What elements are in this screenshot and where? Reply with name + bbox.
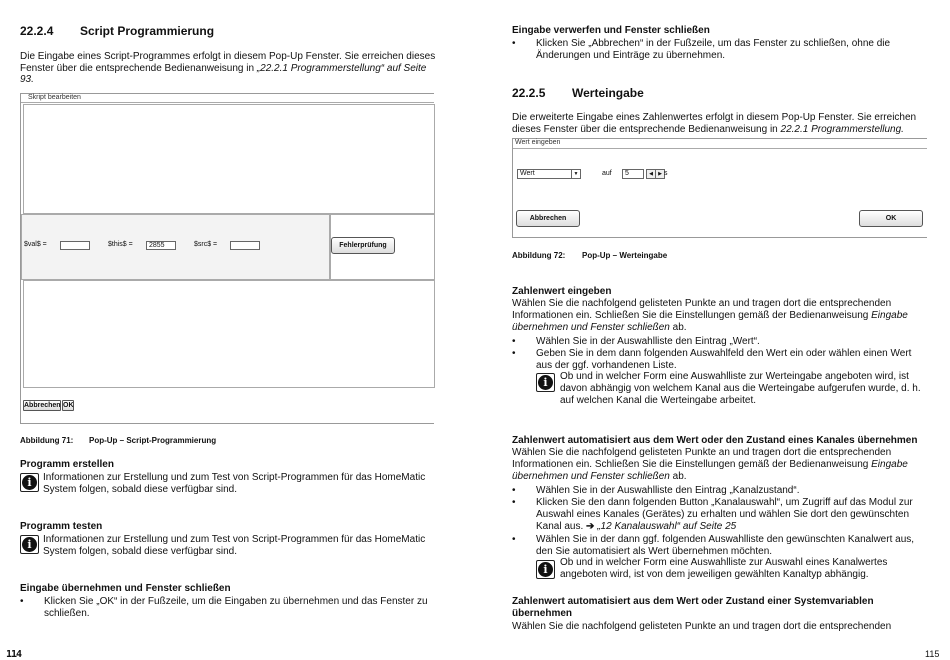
this-label: $this$ = [108,241,133,248]
info-icon: i [20,473,39,492]
intro-text: dieses Fenster über die entsprechende Bedienanweisung in [512,124,781,135]
section-title: Script Programmierung [80,24,215,38]
intro-reference: „22.2.1 Programmerstellung“ auf Seite [256,63,427,74]
section-number: 22.2.5 [512,86,546,100]
heading-programm-testen: Programm testen [20,521,103,532]
script-window [20,93,434,424]
bullet-icon: • [512,485,516,496]
decrement-icon[interactable]: ◀ [646,169,656,179]
note-line: angeboten wird, ist von dem jeweiligen gewählten Kanaltyp abhängig. [560,569,869,580]
list-item [512,348,932,372]
heading-zahlenwert-kanal: Zahlenwert automatisiert aus dem Wert oder den Zustand eines Kanales übernehmen [512,435,918,446]
variables-panel [21,214,330,280]
value-window [512,138,927,238]
intro-line: Die erweiterte Eingabe eines Zahlenwertes erfolgt in diesem Pop-Up Fenster. Sie erreichen [512,112,917,123]
auf-label: auf [602,170,612,177]
note-line: davon abhängig von welchem Kanal aus die Werteingabe aufgerufen wurde, d. h. [560,383,921,394]
list-text: Änderungen und Einträge zu übernehmen. [536,50,726,61]
val-input[interactable] [60,241,90,250]
bullet-icon: • [512,38,516,49]
list-text: Klicken Sie „Abbrechen“ in der Fußzeile, um das Fenster zu schließen, ohne die [536,38,891,49]
list-text: Wählen Sie in der dann ggf. folgenden Auswahlliste den gewünschten Kanalwert aus, [536,534,915,545]
check-panel [330,214,435,280]
figure-caption-number: Abbildung 72: [512,251,566,260]
list-text: Klicken Sie den dann folgenden Button „Kanalauswahl“, um Zugriff auf das Modul zur [536,497,913,508]
page-number: 115 [925,649,940,659]
value-input[interactable]: 5 [622,169,644,179]
list-item [512,485,932,497]
note-line: auf welchen Kanal die Werteingabe arbeitet. [560,395,757,406]
paragraph-line: Wählen Sie die nachfolgend gelisteten Punkte an und tragen dort die entsprechenden [512,621,892,632]
list-text: Geben Sie in dem dann folgenden Auswahlfeld den Wert ein oder wählen einen Wert [536,348,912,359]
select-value: Wert [520,170,535,177]
this-input[interactable]: 2855 [146,241,176,250]
info-icon: i [536,373,555,392]
error-check-button[interactable]: Fehlerprüfung [331,237,395,254]
paragraph-line: Informationen ein. Schließen Sie die Einstellungen gemäß der Bedienanweisung Eingabe [512,310,908,321]
paragraph-line: System folgen, sobald diese verfügbar sind. [43,546,237,557]
info-icon: i [20,535,39,554]
bullet-icon: • [20,596,24,607]
bullet-icon: • [512,534,516,545]
src-input[interactable] [230,241,260,250]
bullet-icon: • [512,348,516,359]
intro-reference: 93. [20,74,34,85]
value-type-select[interactable] [517,169,581,179]
paragraph-line: Informationen ein. Schließen Sie die Einstellungen gemäß der Bedienanweisung Eingabe [512,459,908,470]
paragraph-line: Wählen Sie die nachfolgend gelisteten Punkte an und tragen dort die entsprechenden [512,447,892,458]
note-line: Ob und in welcher Form eine Auswahlliste zur Auswahl eines Kanalwertes [560,557,888,568]
info-icon: i [536,560,555,579]
arrow-right-icon: ➔ [586,521,595,532]
figure-caption-number: Abbildung 71: [20,436,74,445]
heading-zahlenwert-systemvariable: übernehmen [512,608,573,619]
list-text: Auswahl eines Kanales (Gerätes) zu erhalten und wählen Sie dort den gewünschten [536,509,910,520]
paragraph-line: übernehmen und Fenster schließen ab. [512,471,687,482]
cancel-button[interactable]: Abbrechen [24,402,61,409]
list-text: Wählen Sie in der Auswahlliste den Eintrag „Kanalzustand“. [536,485,800,496]
bullet-icon: • [512,336,516,347]
note-line: Ob und in welcher Form eine Auswahlliste zur Werteingabe angeboten wird, ist [560,371,909,382]
paragraph-line: Wählen Sie die nachfolgend gelisteten Punkte an und tragen dort die entsprechenden [512,298,892,309]
intro-reference: 22.2.1 Programmerstellung. [780,124,904,135]
unit-label: s [664,170,668,177]
list-text: den Sie automatisiert als Wert übernehmen möchten. [536,546,773,557]
list-text: aus der ggf. vorhandenen Liste. [536,360,677,371]
increment-icon[interactable]: ▶ [655,169,665,179]
list-item [20,596,440,622]
intro-line: Die Eingabe eines Script-Programmes erfolgt in diesem Pop-Up Fenster. Sie erreichen dieses [20,51,436,62]
list-item [512,38,932,64]
heading-programm-erstellen: Programm erstellen [20,459,114,470]
list-text: Wählen Sie in der Auswahlliste den Eintrag „Wert“. [536,336,760,347]
chevron-down-icon[interactable]: ▼ [571,170,580,178]
list-item [512,497,932,533]
heading-eingabe-verwerfen: Eingabe verwerfen und Fenster schließen [512,25,710,36]
section-title: Werteingabe [572,86,644,100]
list-item [512,336,932,348]
figure-caption: Pop-Up – Werteingabe [582,251,668,260]
cancel-button[interactable]: Abbrechen [516,210,580,227]
list-text: Klicken Sie „OK“ in der Fußzeile, um die Eingaben zu übernehmen und das Fenster zu [44,596,428,607]
intro-text: Fenster über die entsprechende Bedienanweisung in [20,63,257,74]
list-text: schließen. [44,608,90,619]
heading-zahlenwert-systemvariable: Zahlenwert automatisiert aus dem Wert oder Zustand einer Systemvariablen [512,596,874,607]
src-label: $src$ = [194,241,218,248]
paragraph-line: Informationen zur Erstellung und zum Test von Script-Programmen für das HomeMatic [43,472,426,483]
heading-zahlenwert-eingeben: Zahlenwert eingeben [512,286,612,297]
paragraph-line: Informationen zur Erstellung und zum Test von Script-Programmen für das HomeMatic [43,534,426,545]
ok-button[interactable]: OK [63,402,74,409]
intro-line [512,124,904,136]
paragraph-line: übernehmen und Fenster schließen ab. [512,322,687,333]
bullet-icon: • [512,497,516,508]
heading-eingabe-uebernehmen: Eingabe übernehmen und Fenster schließen [20,583,231,594]
window-title: Skript bearbeiten [28,94,81,101]
script-editor[interactable] [23,104,435,214]
val-label: $val$ = [24,241,47,248]
intro-line [20,63,426,75]
ok-button[interactable]: OK [859,210,923,227]
section-number: 22.2.4 [20,24,54,38]
figure-caption: Pop-Up – Script-Programmierung [89,436,217,445]
window-title: Wert eingeben [515,139,561,146]
list-item [512,534,932,558]
output-pane [23,280,435,388]
paragraph-line: System folgen, sobald diese verfügbar sind. [43,484,237,495]
page-number: 114 [6,649,22,660]
list-text: Kanal aus. ➔ „12 Kanalauswahl“ auf Seite 25 [536,521,737,532]
